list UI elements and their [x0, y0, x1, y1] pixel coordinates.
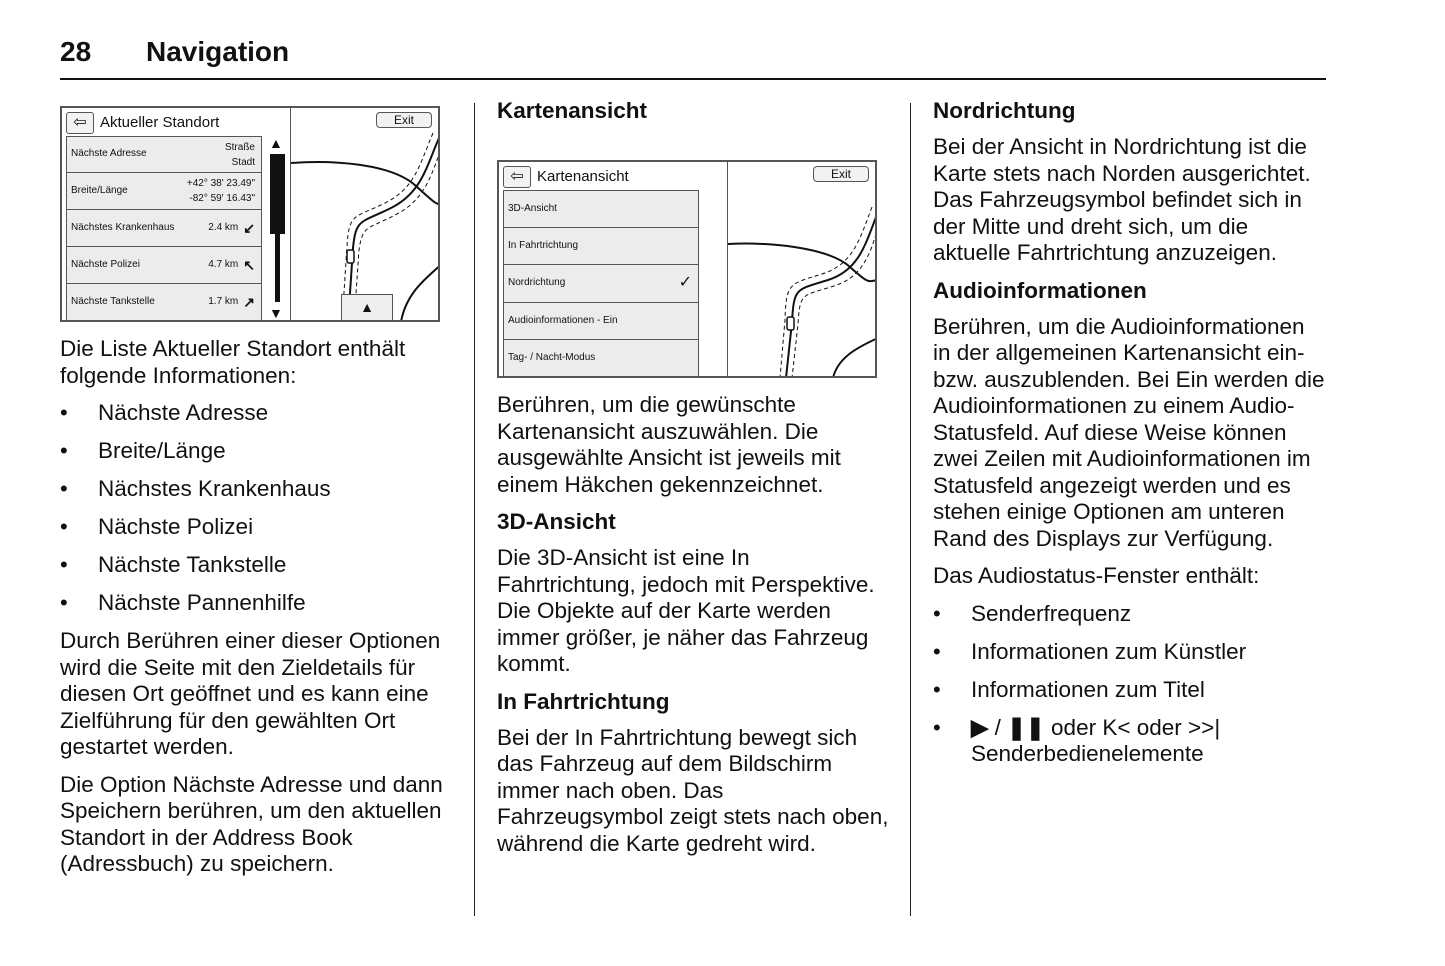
paragraph: Das Audiostatus-Fenster enthält:: [933, 563, 1260, 588]
back-arrow-icon[interactable]: ⇦: [66, 112, 94, 134]
list-item: • Breite/Länge: [60, 438, 455, 465]
list-item: • Informationen zum Titel: [933, 677, 1328, 704]
paragraph: Die 3D-Ansicht ist eine In Fahrtrichtung, jedoch mit Perspektive. Die Objekte auf der Karte werden immer größer, je näher das Fahrzeug kommt.: [497, 545, 875, 676]
column-divider: [474, 103, 475, 916]
direction-arrow-icon: ↖: [243, 256, 255, 273]
exit-button[interactable]: Exit: [376, 112, 432, 128]
bullet-list: [933, 601, 1328, 768]
scroll-down-icon[interactable]: ▼: [269, 305, 283, 321]
scrollbar[interactable]: [268, 136, 286, 320]
heading: Audioinformationen: [933, 277, 1147, 303]
bullet-list: [60, 400, 455, 617]
paragraph: Berühren, um die gewünschte Kartenansicht auszuwählen. Die ausgewählte Ansicht ist jeweils mit einem Häkchen gekennzeichnet.: [497, 392, 841, 497]
map-view[interactable]: [727, 162, 875, 376]
heading: Kartenansicht: [497, 98, 648, 123]
paragraph: Berühren, um die Audioinformationen in der allgemeinen Kartenansicht ein- bzw. auszublenden. Bei Ein werden die Audioinformationen zu einem Audio-Statusfeld. Auf diese Weise können zwei Zeilen mit Audioinformationen im Statusfeld angezeigt werden und es stehen einige Optionen am unteren Rand des Displays zur Verfügung.: [933, 313, 1325, 551]
pause-icon: ❚❚: [1007, 714, 1045, 740]
vehicle-icon: [347, 250, 354, 263]
list-item[interactable]: Audioinformationen - Ein: [503, 303, 699, 341]
list-item[interactable]: 3D-Ansicht: [503, 190, 699, 228]
screen-title: Kartenansicht: [537, 167, 629, 185]
section-title: Navigation: [146, 36, 290, 67]
paragraph: Die Option Nächste Adresse und dann Speichern berühren, um den aktuellen Standort in der Address Book (Adressbuch) zu speichern.: [60, 771, 443, 876]
paragraph: Bei der In Fahrtrichtung bewegt sich das Fahrzeug auf dem Bildschirm immer nach oben. Das Fahrzeugsymbol zeigt stets nach oben, während die Karte gedreht wird.: [497, 724, 889, 856]
scroll-up-icon[interactable]: ▲: [269, 135, 283, 151]
paragraph: Bei der Ansicht in Nordrichtung ist die Karte stets nach Norden ausgerichtet. Das Fahrzeugsymbol befindet sich in der Mitte und dreht sich, um die aktuelle Fahrtrichtung anzuzeigen.: [933, 134, 1311, 265]
column-divider: [910, 103, 911, 916]
vehicle-icon: [787, 317, 794, 330]
heading: In Fahrtrichtung: [497, 688, 670, 714]
play-icon: ▶: [971, 714, 989, 740]
view-options-list: [503, 190, 699, 378]
scroll-thumb[interactable]: [270, 154, 285, 234]
list-item: • Nächstes Krankenhaus: [60, 476, 455, 503]
checkmark-icon: ✓: [678, 274, 692, 291]
list-item[interactable]: Tag- / Nacht-Modus: [503, 340, 699, 378]
list-item[interactable]: Breite/Länge +42° 38' 23.49" -82° 59' 16.43": [66, 173, 262, 210]
list-item[interactable]: Nächste Adresse Straße Stadt: [66, 136, 262, 173]
paragraph: Die Liste Aktueller Standort enthält folgende Informationen:: [60, 336, 406, 388]
list-item: • ▶ / ❚❚ oder K< oder >>| Senderbedienelemente: [933, 715, 1328, 768]
list-item: • Informationen zum Künstler: [933, 639, 1328, 666]
column-1: [60, 98, 455, 889]
current-location-screen: [60, 106, 440, 322]
list-item[interactable]: Nächste Tankstelle 1.7 km ↗: [66, 284, 262, 321]
seek-back-icon: K<: [1102, 714, 1131, 740]
page-number: 28: [60, 36, 92, 67]
list-item[interactable]: Nordrichtung ✓: [503, 265, 699, 303]
map-view[interactable]: [290, 108, 438, 320]
map-view-screen: [497, 160, 877, 378]
list-item: • Nächste Pannenhilfe: [60, 590, 455, 617]
heading: Nordrichtung: [933, 98, 1076, 123]
direction-arrow-icon: ↙: [243, 219, 255, 236]
paragraph: Durch Berühren einer dieser Optionen wird die Seite mit den Zieldetails für diesen Ort geöffnet und es kann eine Zielführung für den gewählten Ort gestartet werden.: [60, 628, 441, 759]
back-arrow-icon[interactable]: ⇦: [503, 166, 531, 188]
list-item: • Nächste Adresse: [60, 400, 455, 427]
seek-forward-icon: >>|: [1188, 714, 1221, 740]
column-2: [497, 98, 892, 868]
heading: 3D-Ansicht: [497, 509, 616, 534]
list-item[interactable]: Nächste Polizei 4.7 km ↖: [66, 247, 262, 284]
list-item: • Senderfrequenz: [933, 601, 1328, 628]
exit-button[interactable]: Exit: [813, 166, 869, 182]
list-item[interactable]: In Fahrtrichtung: [503, 228, 699, 266]
screen-title: Aktueller Standort: [100, 113, 220, 131]
column-3: [933, 98, 1328, 779]
list-item: • Nächste Polizei: [60, 514, 455, 541]
page-header: [60, 34, 1326, 80]
list-item[interactable]: Nächstes Krankenhaus 2.4 km ↙: [66, 210, 262, 247]
location-list: [66, 136, 262, 321]
map-up-button[interactable]: ▲: [341, 294, 393, 320]
list-item: • Nächste Tankstelle: [60, 552, 455, 579]
direction-arrow-icon: ↗: [243, 293, 255, 310]
